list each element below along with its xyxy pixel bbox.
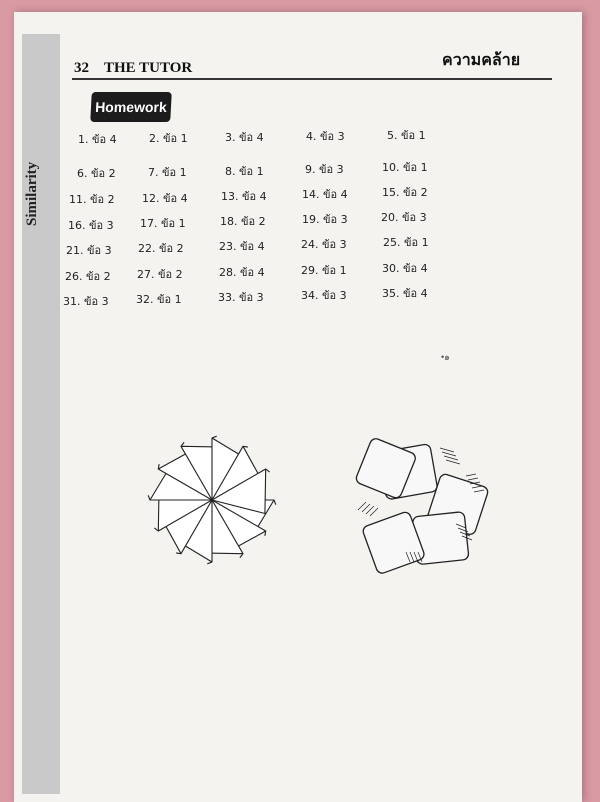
answer-item: 13. ข้อ 4 xyxy=(221,190,267,203)
answer-item: 7. ข้อ 1 xyxy=(148,166,187,179)
answer-item: 10. ข้อ 1 xyxy=(382,161,428,174)
side-label: Similarity xyxy=(24,161,40,227)
answer-item: 15. ข้อ 2 xyxy=(382,186,428,199)
answer-item: 18. ข้อ 2 xyxy=(220,215,266,228)
pinwheel-tick xyxy=(148,495,150,500)
woven-squares-figure xyxy=(336,424,506,584)
homework-badge: Homework xyxy=(90,92,172,122)
pinwheel-tick xyxy=(154,528,158,531)
answer-item: 31. ข้อ 3 xyxy=(63,295,109,308)
answer-item: 1. ข้อ 4 xyxy=(78,133,117,146)
pinwheel-tick xyxy=(240,554,243,558)
answer-item: 20. ข้อ 3 xyxy=(381,211,427,224)
answer-item: 23. ข้อ 4 xyxy=(219,240,265,253)
answer-item: 12. ข้อ 4 xyxy=(142,192,188,205)
answer-item: 9. ข้อ 3 xyxy=(305,163,344,176)
answer-item: 28. ข้อ 4 xyxy=(219,266,265,279)
answer-item: 11. ข้อ 2 xyxy=(69,193,115,206)
answer-item: 8. ข้อ 1 xyxy=(225,165,264,178)
answer-item: 3. ข้อ 4 xyxy=(225,131,264,144)
answer-item: 33. ข้อ 3 xyxy=(218,291,264,304)
pinwheel-tick xyxy=(212,436,217,438)
chapter-title: ความคล้าย xyxy=(442,50,521,69)
book-page xyxy=(14,12,582,802)
answer-item: 2. ข้อ 1 xyxy=(149,132,188,145)
answer-item: 19. ข้อ 3 xyxy=(302,213,348,226)
answer-grid xyxy=(63,129,474,362)
answer-item: 32. ข้อ 1 xyxy=(136,293,182,306)
answer-item: 29. ข้อ 1 xyxy=(301,264,347,277)
pinwheel-triangle-figure xyxy=(142,430,282,570)
pinwheel-tick xyxy=(181,442,184,446)
pinwheel-tick xyxy=(274,500,276,505)
answer-item: 24. ข้อ 3 xyxy=(301,238,347,251)
answer-item: 4. ข้อ 3 xyxy=(306,130,345,143)
page-number: 32 xyxy=(74,60,89,76)
pinwheel-tick xyxy=(207,562,212,564)
answer-item: 27. ข้อ 2 xyxy=(137,268,183,281)
answer-item: 16. ข้อ 3 xyxy=(68,219,114,232)
answer-item: 14. ข้อ 4 xyxy=(302,188,348,201)
pinwheel-tick xyxy=(266,469,270,472)
side-strip xyxy=(22,34,60,794)
answer-item: 6. ข้อ 2 xyxy=(77,167,116,180)
answer-item: 21. ข้อ 3 xyxy=(66,244,112,257)
answer-item: 26. ข้อ 2 xyxy=(65,270,111,283)
answer-item: 35. ข้อ 4 xyxy=(382,287,428,300)
answer-item: 17. ข้อ 1 xyxy=(140,217,186,230)
answer-item: 30. ข้อ 4 xyxy=(382,262,428,275)
answer-item: 5. ข้อ 1 xyxy=(387,129,426,142)
answer-item: 34. ข้อ 3 xyxy=(301,289,347,302)
book-title: THE TUTOR xyxy=(104,60,193,76)
margin-mark: •๑ xyxy=(441,352,450,362)
answer-item: 25. ข้อ 1 xyxy=(383,236,429,249)
answer-item: 22. ข้อ 2 xyxy=(138,242,184,255)
header-divider xyxy=(72,78,552,80)
